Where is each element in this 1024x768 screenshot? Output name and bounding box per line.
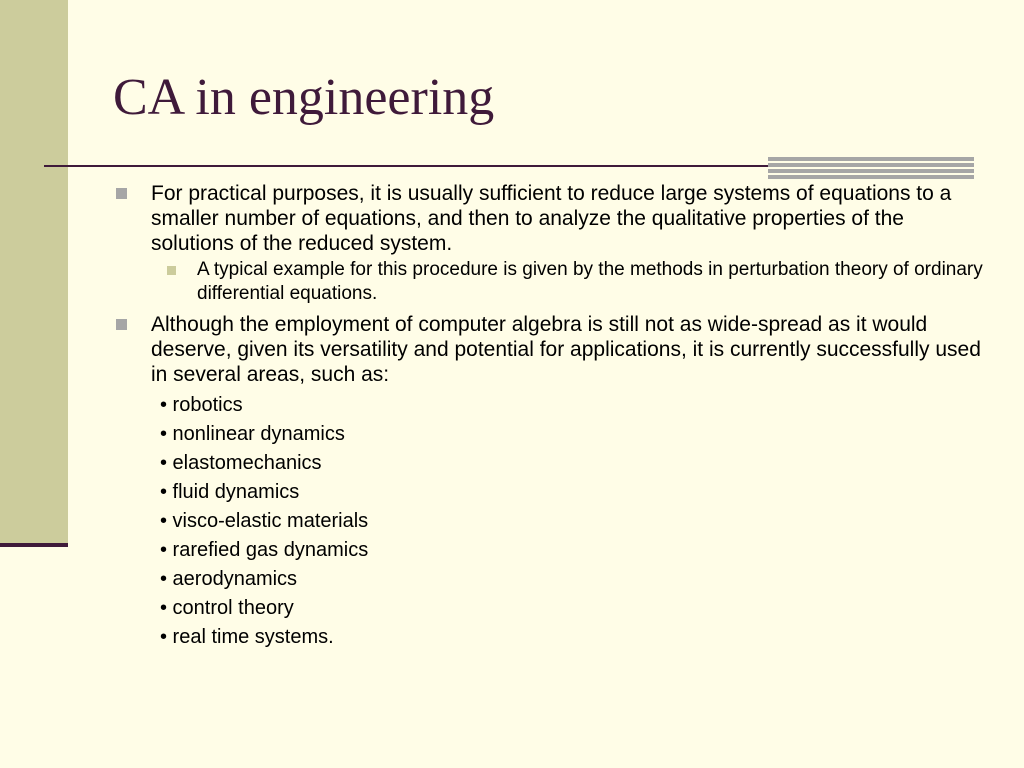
list-item: • visco-elastic materials (160, 510, 369, 532)
bullet-text: Although the employment of computer algebra is still not as wide-spread as it would deserve, given its versatility and potential for applications, it is currently successfully used in several areas, such as: (151, 313, 981, 386)
application-areas-list (112, 391, 992, 652)
sub-bullet-item (159, 258, 992, 306)
slide-title: CA in engineering (113, 69, 495, 126)
list-item: • aerodynamics (160, 568, 298, 590)
list-item: • robotics (160, 394, 243, 416)
list-item: • nonlinear dynamics (160, 423, 345, 445)
side-band (0, 0, 68, 544)
square-bullet-icon (116, 188, 127, 199)
bullet-item (112, 181, 992, 256)
title-accent-bars (768, 157, 974, 180)
square-bullet-icon (116, 319, 127, 330)
sub-bullet-text: A typical example for this procedure is given by the methods in perturbation theory of ordinary differential equations. (197, 259, 983, 304)
list-item: • fluid dynamics (160, 481, 300, 503)
slide-content (112, 181, 992, 652)
side-band-divider (0, 543, 68, 547)
square-bullet-icon (167, 266, 176, 275)
list-item: • real time systems. (160, 626, 334, 648)
bullet-text: For practical purposes, it is usually sufficient to reduce large systems of equations to a smaller number of equations, and then to analyze the qualitative properties of the solutions of the reduced system. (151, 182, 952, 255)
list-item: • rarefied gas dynamics (160, 539, 369, 561)
list-item: • control theory (160, 597, 294, 619)
bullet-item (112, 312, 992, 387)
list-item: • elastomechanics (160, 452, 322, 474)
